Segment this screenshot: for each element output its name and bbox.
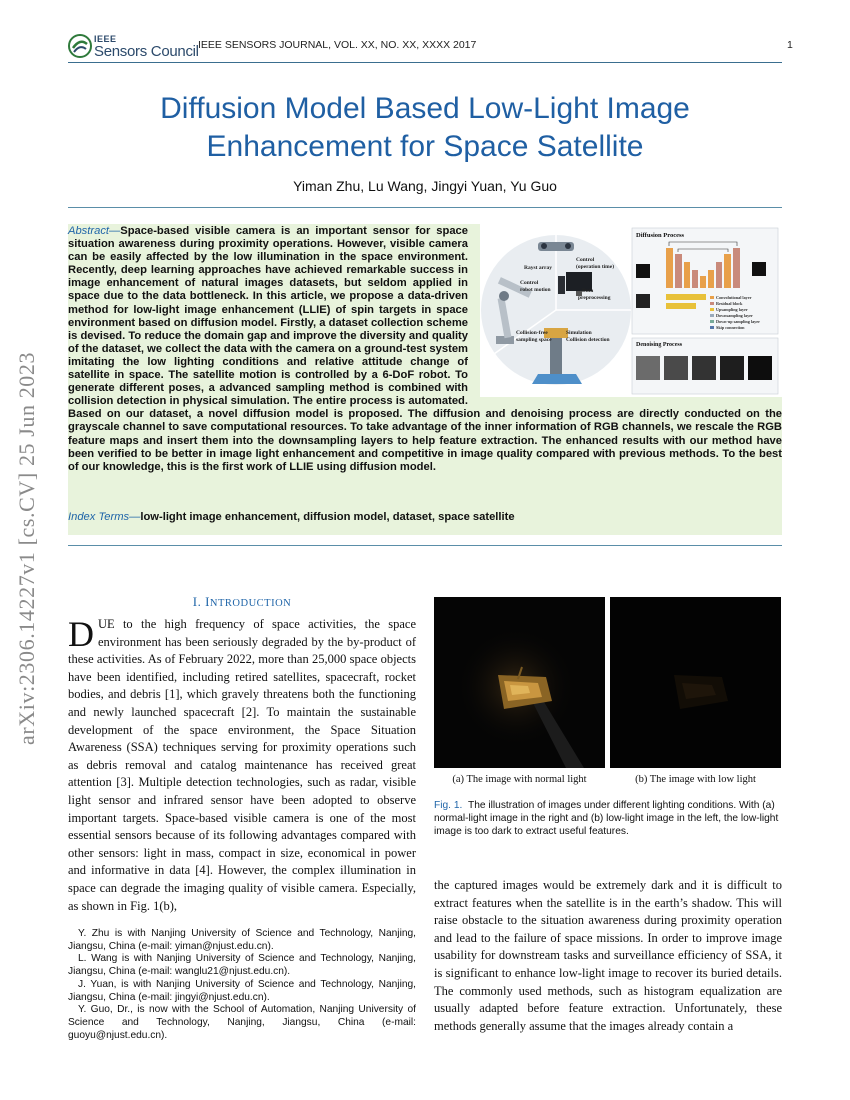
footnote: Y. Zhu is with Nanjing University of Science and Technology, Nanjing, Jiangsu, China (e-mail: yiman@njust.edu.cn). bbox=[68, 928, 416, 952]
body-column-left bbox=[68, 616, 416, 915]
header-divider bbox=[68, 62, 782, 63]
label-collision: Collision-free bbox=[516, 330, 548, 336]
label-data-2: preprocessing bbox=[578, 295, 611, 301]
legend-downup: Down-up sampling layer bbox=[716, 319, 760, 324]
logo-ieee-text: IEEE bbox=[94, 34, 117, 44]
graphical-abstract-svg bbox=[480, 224, 782, 397]
section-heading bbox=[68, 594, 416, 610]
section-number: I. bbox=[192, 594, 202, 609]
noisy-input-thumb bbox=[636, 264, 650, 278]
arxiv-stamp: arXiv:2306.14227v1 [cs.CV] 25 Jun 2023 bbox=[14, 351, 39, 745]
label-rayst: Rayst array bbox=[524, 265, 552, 271]
label-control-2: (operation time) bbox=[576, 264, 615, 270]
sensors-council-logo-icon bbox=[68, 34, 92, 58]
abstract-label: Abstract— bbox=[68, 225, 121, 237]
section-title-rest: NTRODUCTION bbox=[209, 598, 292, 609]
label-control-robot-2: robot motion bbox=[520, 287, 551, 293]
footnote: L. Wang is with Nanjing University of Science and Technology, Nanjing, Jiangsu, China (e-mail: wanglu21@njust.edu.cn). bbox=[68, 953, 416, 978]
denoising-title: Denoising Process bbox=[636, 342, 683, 348]
running-head: IEEE SENSORS JOURNAL, VOL. XX, NO. XX, XXXX 2017 bbox=[198, 39, 477, 51]
legend-skip: Skip connection bbox=[716, 325, 745, 330]
section-title-first: I bbox=[205, 594, 210, 609]
denoising-sequence bbox=[636, 356, 772, 380]
figure-caption-text: The illustration of images under different lighting conditions. With (a) normal-light image in the right and (b) low-light image in the left, the low-light image is too dark to extract useful features. bbox=[434, 800, 779, 837]
label-simulation: Simulation bbox=[566, 330, 592, 336]
subcaption-a: (a) The image with normal light bbox=[452, 774, 587, 785]
body-right-text: the captured images would be extremely dark and it is difficult to extract features when the satellite is in the earth’s shadow. This will raise obstacle to the situation awareness during proximity operation and lead to the failure of space missions. In order to improve image usability for downstream tasks and surveillance efficiency of SSA, it is significant to enhance low-light image to recover its buried details. The commonly used methods, such as histogram equalization are usually adapted before feature extraction. Unfortunately, these methods generally assume that the images already contain a bbox=[434, 878, 782, 1033]
body-left-text: UE to the high frequency of space activities, the space environment has been seriously degraded by the by-product of these activities. As of February 2022, more than 25,000 space objects have been identified, including retired satellites, spacecraft, rocket bodies, and debris [1], which gravely threatens both the functioning and newly launched spacecraft [2]. To maintain the sustainable development of the space environment, the Space Situation Awareness (SSA) techniques serving for proximity operations such as debris removal and catalog maintenance has received great attention [3]. Multiple detection technologies, such as radar, visible light sensor and infrared sensor have been adopted to observe important targets. Space-based visible camera is one of the most essential sensors because of its following advantages compared with other sensors: light in mass, compact in size, economical in power and informative in data [4]. However, the complex illumination in space can degrade the imaging quality of visible camera. Especially, as shown in Fig. 1(b), bbox=[68, 617, 416, 913]
body-column-right bbox=[434, 877, 782, 1035]
index-terms-label: Index Terms— bbox=[68, 511, 141, 523]
label-control: Control bbox=[576, 257, 595, 263]
abstract-body: Space-based visible camera is an important sensor for space situation awareness during proximity operations. However, visible camera can be easily affected by the low illumination in the space environment. Recently, deep learning approaches have achieved remarkable success in image enhancement of natural images datasets, but seldom applied in space due to the data bottleneck. In this article, we propose a data-driven method for low-light image enhancement (LLIE) of spin targets in space environment based on diffusion model. Firstly, a dataset collection scheme is devised. To reduce the domain gap and improve the diversity and quality of the dataset, we collect the data with the camera on a ground-test system imitating the low lighting conditions and relative attitude change of satellite in space. The satellite motion is controlled by a 6-DoF robot. To generate different poses, a advanced sampling method is combined with collision detection in physical simulation. The entire process is automated. Based on our dataset, a novel diffusion model is proposed. The diffusion and denoising process are directly conducted on the grayscale channel to save computational resources. To take advantage of the inner information of RGB channels, we rescale the RGB feature maps and insert them into the downsampling layers to help feature extraction. The enhanced results with our method have been verified to be better in image light enhancement and competitive in image quality compared with previous methods. To the best of our knowledge, this is the first work of LLIE using diffusion model. bbox=[68, 225, 782, 473]
paper-title: Diffusion Model Based Low-Light Image Enhancement for Space Satellite bbox=[160, 92, 690, 163]
ieee-sensors-council-logo bbox=[68, 32, 198, 62]
legend-conv: Convolutional layer bbox=[716, 295, 752, 300]
label-control-robot: Control bbox=[520, 280, 539, 286]
footnote: J. Yuan, is with Nanjing University of Science and Technology, Nanjing, Jiangsu, China (e-mail: jingyi@njust.edu.cn). bbox=[68, 978, 416, 1003]
legend-downsample: Downsampling layer bbox=[716, 313, 753, 318]
page-number: 1 bbox=[787, 39, 793, 51]
rgb-input-thumb bbox=[636, 294, 650, 308]
label-collision-2: sampling space bbox=[516, 337, 552, 343]
abstract-bottom-rule bbox=[68, 545, 782, 546]
footnote: Y. Guo, Dr., is now with the School of Automation, Nanjing University of Science and Technology, Nanjing, Jiangsu, China (e-mail: guoyu@njust.edu.cn). bbox=[68, 1004, 416, 1041]
diffusion-title: Diffusion Process bbox=[636, 232, 685, 239]
dropcap: D bbox=[68, 614, 94, 654]
author-footnotes bbox=[68, 928, 416, 1042]
index-terms-body: low-light image enhancement, diffusion model, dataset, space satellite bbox=[140, 511, 515, 523]
graphical-abstract-figure bbox=[480, 224, 782, 397]
logo-council-text: Sensors Council bbox=[94, 43, 199, 60]
label-simulation-2: Collision detection bbox=[566, 337, 610, 343]
abstract-top-rule bbox=[68, 207, 782, 208]
subcaption-b: (b) The image with low light bbox=[635, 774, 756, 785]
author-list: Yiman Zhu, Lu Wang, Jingyi Yuan, Yu Guo bbox=[293, 178, 557, 194]
label-data: Data bbox=[582, 288, 594, 294]
output-thumb bbox=[752, 262, 766, 276]
legend-upsample: Upsampling layer bbox=[716, 307, 748, 312]
figure-caption bbox=[434, 800, 782, 838]
figure-low-light-image bbox=[610, 597, 781, 768]
index-terms bbox=[68, 511, 515, 523]
figure-caption-label: Fig. 1. bbox=[434, 800, 463, 811]
legend-residual: Residual block bbox=[716, 301, 743, 306]
figure-normal-light-image bbox=[434, 597, 605, 768]
abstract bbox=[68, 225, 782, 474]
